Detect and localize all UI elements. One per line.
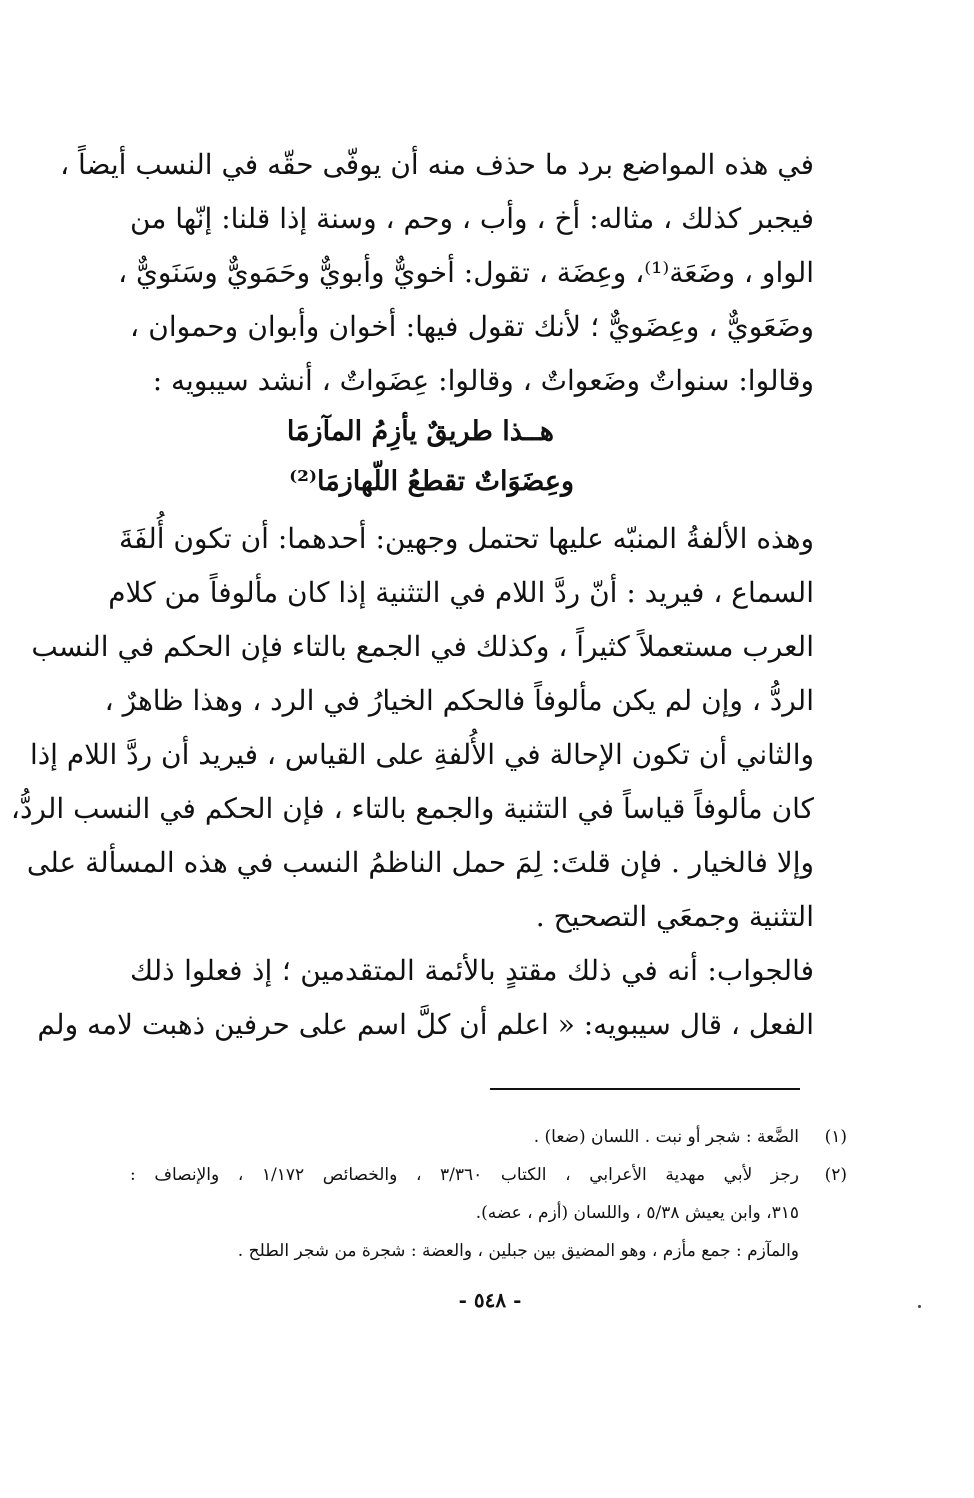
footnote-separator xyxy=(490,1088,800,1090)
text-line: وإلا فالخيار . فإن قلتَ: لِمَ حمل الناظمُ النسب في هذه المسألة على xyxy=(26,846,814,879)
verse-line-2: وعِضَوَاتٌ تقطعُ اللّهازمَا⁽²⁾ xyxy=(289,466,574,497)
text-line: العرب مستعملاً كثيراً ، وكذلك في الجمع بالتاء فإن الحكم في النسب xyxy=(31,630,814,663)
text-line: فيجبر كذلك ، مثاله: أخ ، وأب ، وحم ، وسنة إذا قلنا: إنّها من xyxy=(130,202,814,235)
footnote-2-continued xyxy=(130,1194,799,1232)
footnote-number: (١) xyxy=(824,1127,847,1147)
paragraph-3 xyxy=(37,944,814,1052)
footnote-number: (٢) xyxy=(824,1165,847,1185)
text-line: والثاني أن تكون الإحالة في الأُلفةِ على القياس ، فيريد أن ردَّ اللام إذا xyxy=(29,738,814,771)
paragraph-1 xyxy=(60,138,814,408)
text-line: فالجواب: أنه في ذلك مقتدٍ بالأئمة المتقدمين ؛ إذ فعلوا ذلك xyxy=(130,954,814,987)
footnote-text: الضَّعة : شجر أو نبت . اللسان (ضعا) . xyxy=(533,1127,799,1147)
footnotes xyxy=(130,1118,847,1270)
text-line: وهذه الألفةُ المنبّه عليها تحتمل وجهين: أحدهما: أن تكون أُلفَةَ xyxy=(119,522,814,555)
footnote-text: ٣١٥، وابن يعيش ٥/٣٨ ، واللسان (أزم ، عضه). xyxy=(475,1203,799,1223)
text-line: الواو ، وضَعَة⁽¹⁾، وعِضَة ، تقول: أخويٌّ وأبويٌّ وحَمَويٌّ وسَنَويٌّ ، xyxy=(118,256,814,289)
text-line: كان مألوفاً قياساً في التثنية والجمع بالتاء ، فإن الحكم في النسب الردُّ، xyxy=(10,792,814,825)
footnote-text: والمآزم : جمع مأزم ، وهو المضيق بين جبلين ، والعضة : شجرة من شجر الطلح . xyxy=(237,1241,799,1261)
footnote-2 xyxy=(130,1156,847,1194)
text-line: الفعل ، قال سيبويه: « اعلم أن كلَّ اسم على حرفين ذهبت لامه ولم xyxy=(37,1008,814,1041)
footnote-2-note xyxy=(130,1232,799,1270)
page-number: - ٥٤٨ - xyxy=(458,1288,522,1312)
text-line: وضَعَويٌّ ، وعِضَويٌّ ؛ لأنك تقول فيها: أخوان وأبوان وحموان ، xyxy=(130,310,814,343)
text-line: في هذه المواضع برد ما حذف منه أن يوفّى حقّه في النسب أيضاً ، xyxy=(60,148,814,181)
footnote-1 xyxy=(130,1118,847,1156)
verse-line-1: هــذا طريقٌ يأزِمُ المآزمَا xyxy=(286,416,554,447)
text-line: وقالوا: سنواتٌ وضَعواتٌ ، وقالوا: عِضَواتٌ ، أنشد سيبويه : xyxy=(152,364,814,397)
footnote-text: رجز لأبي مهدية الأعرابي ، الكتاب ٣/٣٦٠ ، والخصائص ١/١٧٢ ، والإنصاف : xyxy=(130,1165,799,1185)
text-line: التثنية وجمعَي التصحيح . xyxy=(535,900,814,933)
text-line: الردُّ ، وإن لم يكن مألوفاً فالحكم الخيارُ في الرد ، وهذا ظاهرٌ ، xyxy=(104,684,814,717)
paragraph-2 xyxy=(10,512,814,944)
text-line: السماع ، فيريد : أنّ ردَّ اللام في التثنية إذا كان مألوفاً من كلام xyxy=(108,576,814,609)
scan-speck xyxy=(918,1305,921,1308)
